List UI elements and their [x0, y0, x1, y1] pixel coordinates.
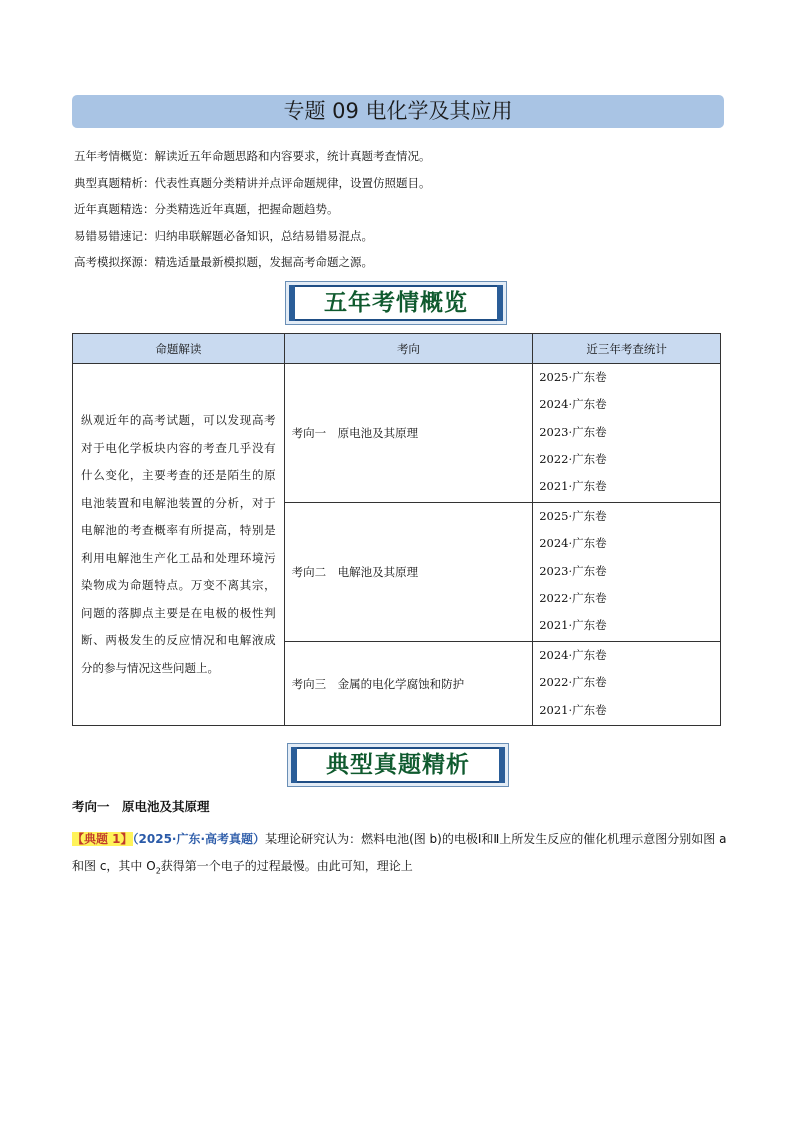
page-title: 专题 09 电化学及其应用 — [72, 95, 724, 128]
year-item: 2023·广东卷 — [539, 563, 607, 578]
year-item: 2022·广东卷 — [539, 451, 607, 466]
direction-cell: 考向二 电解池及其原理 — [284, 503, 533, 642]
year-item: 2025·广东卷 — [539, 509, 607, 523]
table-header: 近三年考查统计 — [533, 334, 721, 364]
table-header-row — [73, 334, 721, 364]
year-item: 2021·广东卷 — [539, 702, 607, 717]
direction-cell: 考向三 金属的电化学腐蚀和防护 — [284, 642, 533, 726]
section-title: 典型真题精析 — [326, 752, 470, 778]
year-item: 2023·广东卷 — [539, 424, 607, 439]
years-cell — [533, 503, 721, 642]
example-text-cont: 获得第一个电子的过程最慢。由此可知，理论上 — [160, 859, 413, 873]
table-header: 考向 — [284, 334, 533, 364]
table-row — [73, 364, 721, 503]
intro-line: 易错易错速记：归纳串联解题必备知识，总结易错易混点。 — [74, 228, 373, 243]
years-cell — [533, 364, 721, 503]
section-badge-overview — [285, 281, 507, 325]
example-tag: 【典题 1】 — [72, 832, 133, 846]
intro-line: 典型真题精析：代表性真题分类精讲并点评命题规律，设置仿照题目。 — [74, 175, 431, 190]
year-item: 2021·广东卷 — [539, 479, 607, 494]
example-text: 某理论研究认为：燃料电池(图 b)的电极Ⅰ和Ⅱ上所发生反应的催化机理示意图分别如图 a 和图 c，其中 O — [72, 832, 727, 873]
years-cell — [533, 642, 721, 726]
subscript: 2 — [155, 866, 161, 876]
intro-list — [74, 143, 724, 276]
table-header: 命题解读 — [73, 334, 285, 364]
example-source: （2025·广东·高考真题） — [132, 832, 266, 846]
interpretation-cell: 纵观近年的高考试题，可以发现高考对于电化学板块内容的考查几乎没有什么变化，主要考查的还是陌生的原电池装置和电解池装置的分析，对于电解池的考查概率有所提高，特别是利用电解池生产化工品和处理环境污染物成为命题特点。万变不离其宗，问题的落脚点主要是在电极的极性判断、两极发生的反应情况和电解液成分的参与情况这些问题上。 — [73, 364, 285, 726]
year-item: 2022·广东卷 — [539, 675, 607, 690]
year-item: 2024·广东卷 — [539, 648, 607, 662]
year-item: 2022·广东卷 — [539, 590, 607, 605]
year-item: 2025·广东卷 — [539, 370, 607, 384]
exam-stats-table — [72, 333, 721, 726]
intro-line: 近年真题精选：分类精选近年真题，把握命题趋势。 — [74, 202, 339, 216]
section-title: 五年考情概览 — [324, 290, 468, 316]
year-item: 2024·广东卷 — [539, 397, 607, 412]
direction-cell: 考向一 原电池及其原理 — [284, 364, 533, 503]
section-badge-analysis — [287, 743, 509, 787]
year-item: 2021·广东卷 — [539, 618, 607, 633]
intro-line: 五年考情概览：解读近五年命题思路和内容要求，统计真题考查情况。 — [74, 149, 431, 163]
example-paragraph — [72, 826, 727, 884]
subsection-heading: 考向一 原电池及其原理 — [72, 799, 210, 814]
intro-line: 高考模拟探源：精选适量最新模拟题，发掘高考命题之源。 — [74, 255, 373, 269]
year-item: 2024·广东卷 — [539, 536, 607, 551]
